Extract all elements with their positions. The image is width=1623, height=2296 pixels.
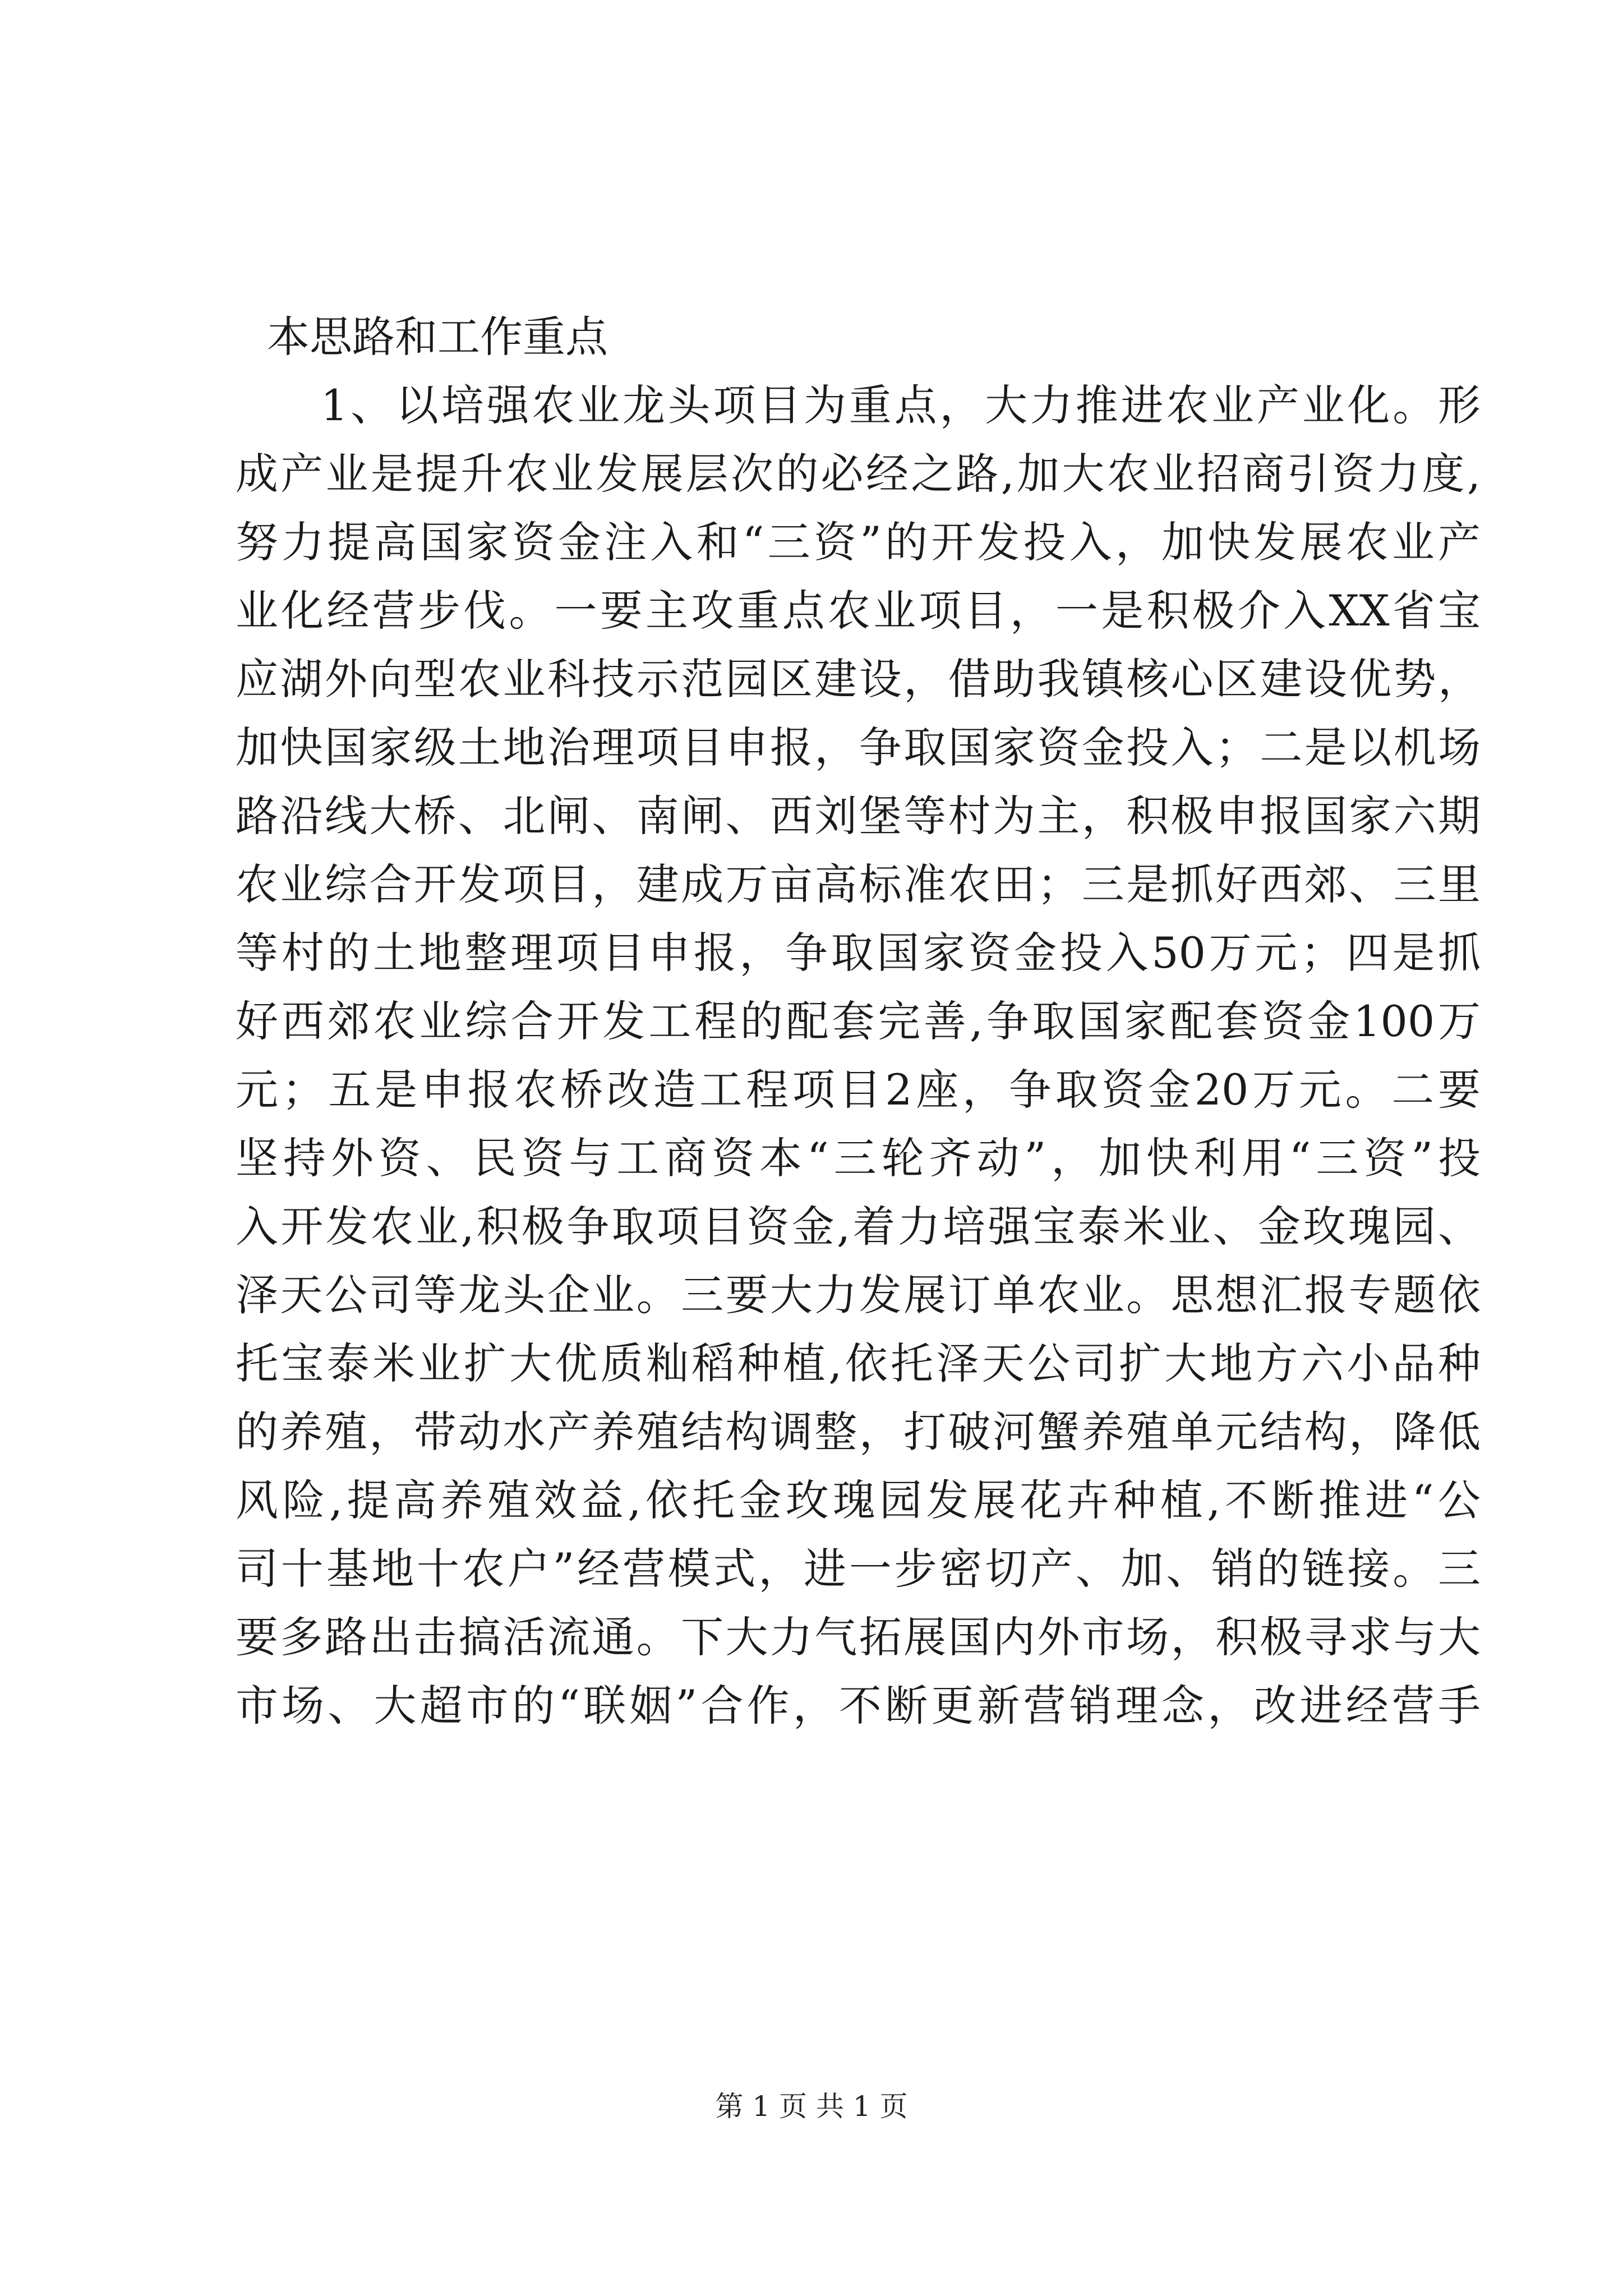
paragraph-line: 风险,提高养殖效益,依托金玫瑰园发展花卉种植,不断推进“公 <box>236 1475 1481 1525</box>
paragraph-line: 入开发农业,积极争取项目资金,着力培强宝泰米业、金玫瑰园、 <box>236 1202 1481 1251</box>
document-body <box>236 303 1481 1740</box>
paragraph-line: 的养殖，带动水产养殖结构调整，打破河蟹养殖单元结构，降低 <box>236 1407 1481 1457</box>
page-number-label: 第 1 页 共 1 页 <box>715 2090 908 2123</box>
paragraph-line: 司十基地十农户”经营模式，进一步密切产、加、销的链接。三 <box>236 1544 1481 1594</box>
paragraph-line: 加快国家级土地治理项目申报，争取国家资金投入；二是以机场 <box>236 723 1481 772</box>
paragraph-line: 等村的土地整理项目申报，争取国家资金投入50万元；四是抓 <box>236 928 1481 978</box>
paragraph-line: 应湖外向型农业科技示范园区建设，借助我镇核心区建设优势， <box>236 654 1481 704</box>
paragraph-line: 要多路出击搞活流通。下大力气拓展国内外市场，积极寻求与大 <box>236 1612 1481 1662</box>
paragraph-line: 农业综合开发项目，建成万亩高标准农田；三是抓好西郊、三里 <box>236 859 1481 909</box>
paragraph-line: 泽天公司等龙头企业。三要大力发展订单农业。思想汇报专题依 <box>236 1270 1481 1320</box>
page-footer <box>0 2084 1623 2124</box>
paragraph-line: 元；五是申报农桥改造工程项目2座，争取资金20万元。二要 <box>236 1065 1481 1115</box>
paragraph-line: 市场、大超市的“联姻”合作，不断更新营销理念，改进经营手 <box>236 1681 1481 1731</box>
paragraph-line: 托宝泰米业扩大优质籼稻种植,依托泽天公司扩大地方六小品种 <box>236 1338 1481 1388</box>
paragraph-line: 业化经营步伐。一要主攻重点农业项目，一是积极介入XX省宝 <box>236 586 1481 636</box>
paragraph-line: 好西郊农业综合开发工程的配套完善,争取国家配套资金100万 <box>236 996 1481 1046</box>
paragraph-line: 成产业是提升农业发展层次的必经之路,加大农业招商引资力度, <box>236 449 1481 499</box>
paragraph-line: 路沿线大桥、北闸、南闸、西刘堡等村为主，积极申报国家六期 <box>236 791 1481 841</box>
paragraph-line: 1、以培强农业龙头项目为重点，大力推进农业产业化。形 <box>321 380 1481 430</box>
heading-line: 本思路和工作重点 <box>267 312 608 362</box>
paragraph-line: 坚持外资、民资与工商资本“三轮齐动”，加快利用“三资”投 <box>236 1133 1481 1183</box>
paragraph-line: 努力提高国家资金注入和“三资”的开发投入，加快发展农业产 <box>236 517 1481 567</box>
